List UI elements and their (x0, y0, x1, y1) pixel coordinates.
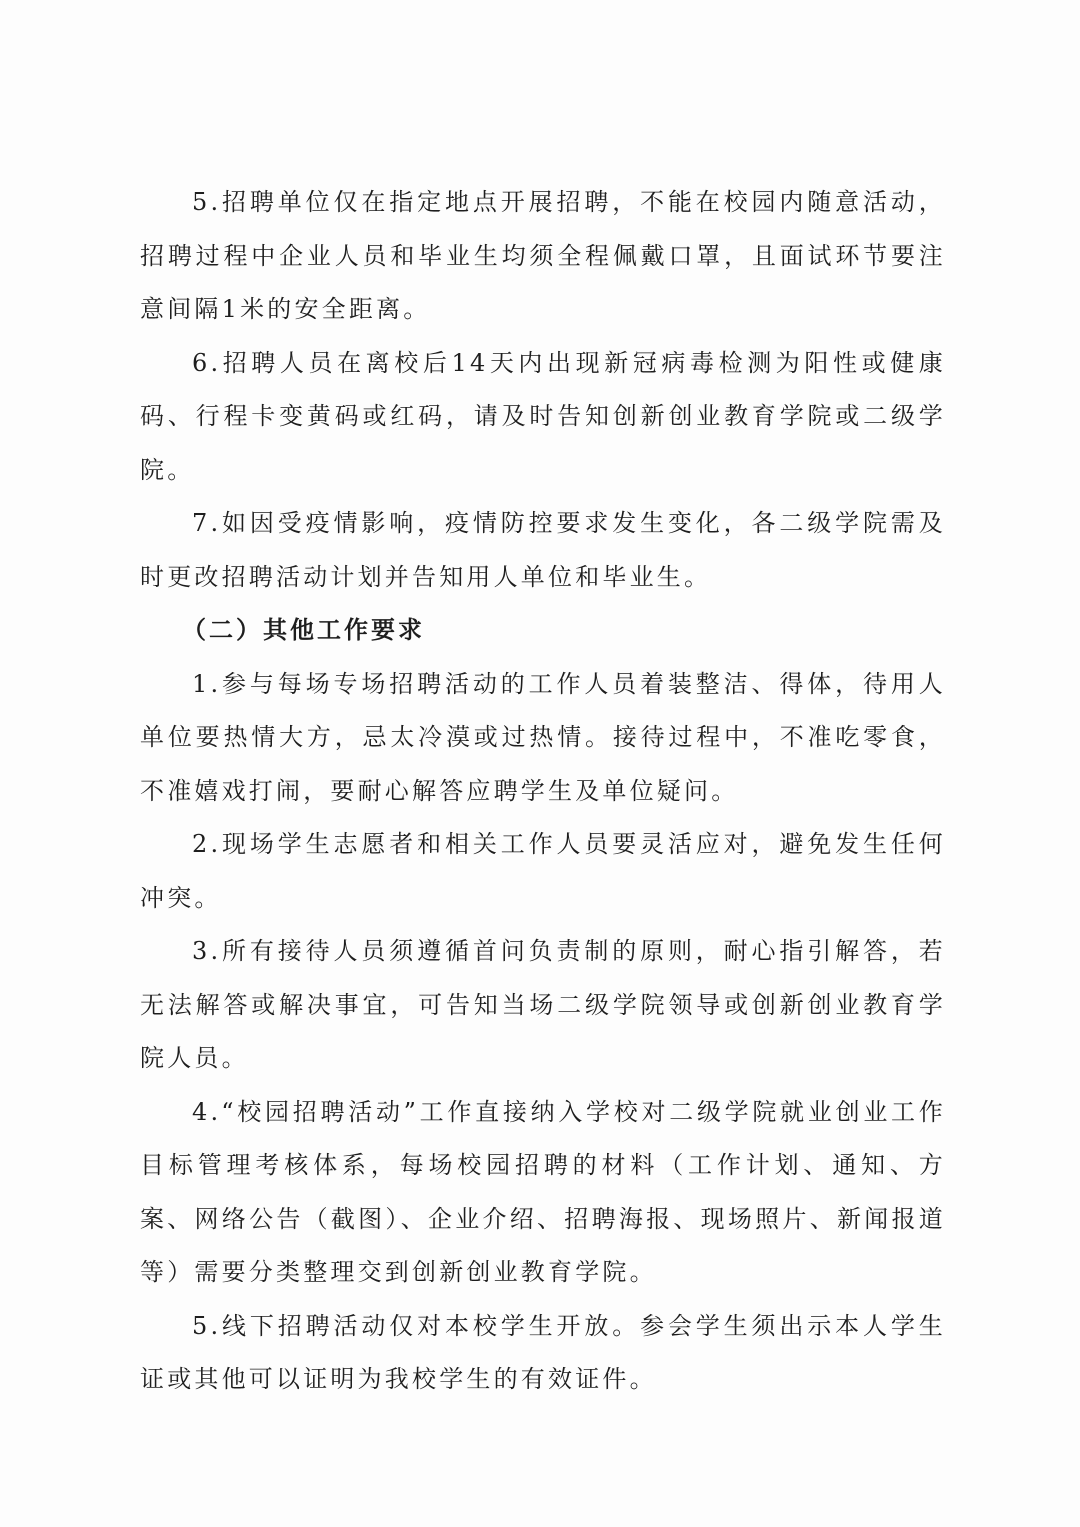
document-body (140, 176, 946, 1407)
paragraph-requirement-1: 1.参与每场专场招聘活动的工作人员着装整洁、得体，待用人单位要热情大方，忌太冷漠或过热情。接待过程中，不准吃零食，不准嬉戏打闹，要耐心解答应聘学生及单位疑问。 (140, 669, 946, 805)
paragraph-item-6: 6.招聘人员在离校后14天内出现新冠病毒检测为阳性或健康码、行程卡变黄码或红码，请及时告知创新创业教育学院或二级学院。 (140, 348, 946, 484)
paragraph-item-7: 7.如因受疫情影响，疫情防控要求发生变化，各二级学院需及时更改招聘活动计划并告知用人单位和毕业生。 (140, 509, 946, 591)
section-heading: （二）其他工作要求 (182, 616, 425, 644)
paragraph-requirement-2: 2.现场学生志愿者和相关工作人员要灵活应对，避免发生任何冲突。 (140, 830, 946, 912)
paragraph-requirement-3: 3.所有接待人员须遵循首问负责制的原则，耐心指引解答，若无法解答或解决事宜，可告知当场二级学院领导或创新创业教育学院人员。 (140, 937, 946, 1072)
paragraph-requirement-4: 4.“校园招聘活动”工作直接纳入学校对二级学院就业创业工作目标管理考核体系，每场校园招聘的材料（工作计划、通知、方案、网络公告（截图）、企业介绍、招聘海报、现场照片、新闻报道等）需要分类整理交到创新创业教育学院。 (140, 1097, 946, 1286)
paragraph-requirement-5: 5.线下招聘活动仅对本校学生开放。参会学生须出示本人学生证或其他可以证明为我校学生的有效证件。 (140, 1311, 946, 1393)
paragraph-item-5: 5.招聘单位仅在指定地点开展招聘，不能在校园内随意活动，招聘过程中企业人员和毕业生均须全程佩戴口罩，且面试环节要注意间隔1米的安全距离。 (140, 188, 946, 323)
